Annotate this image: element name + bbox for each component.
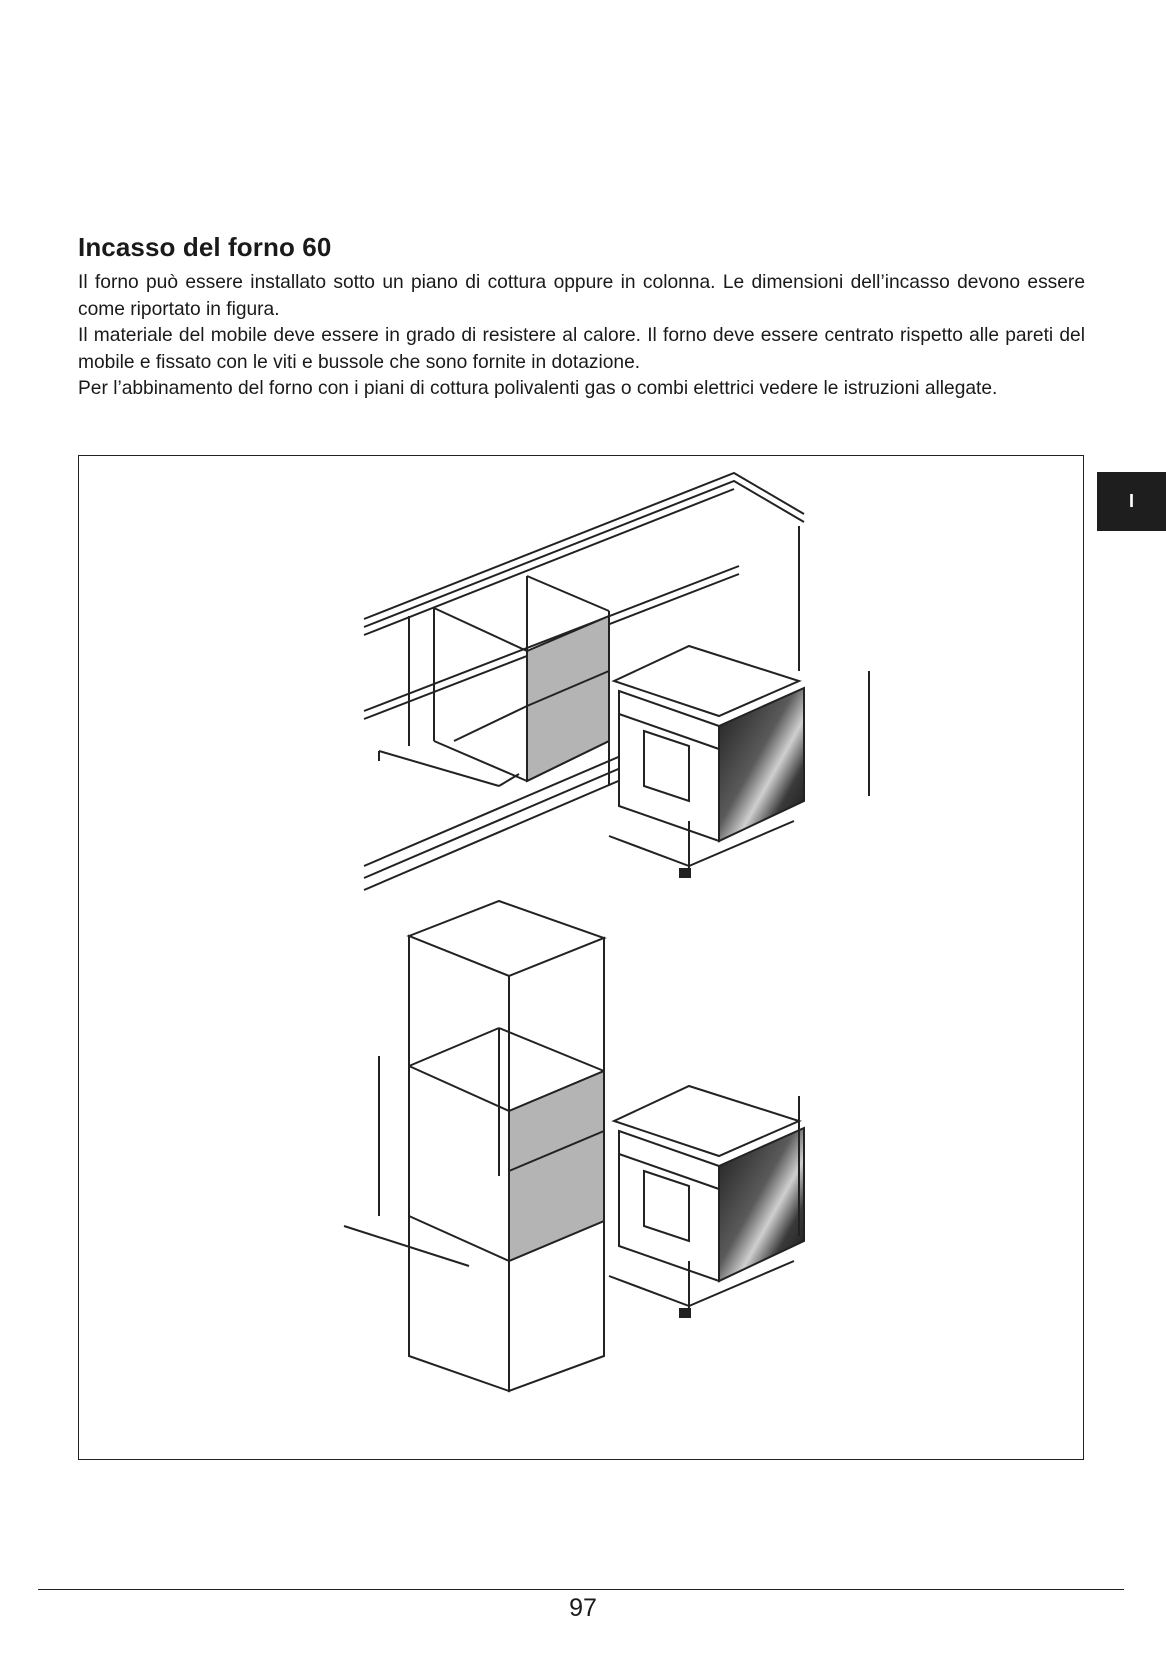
paragraph-3: Per l’abbinamento del forno con i piani di cottura polivalenti gas o combi elettrici vedere le istruzioni allegate.	[78, 378, 998, 399]
page-number: 97	[569, 1594, 597, 1622]
section-title: Incasso del forno 60	[78, 232, 332, 262]
oven-installation-diagram-icon	[79, 456, 1083, 1459]
language-tab-label: I	[1128, 491, 1134, 511]
paragraph-1: Il forno può essere installato sotto un piano di cottura oppure in colonna. Le dimensioni dell’incasso devono essere come riportato in figura.	[78, 272, 1085, 320]
installation-figure	[78, 455, 1084, 1460]
language-tab	[1097, 472, 1166, 531]
paragraph-2: Il materiale del mobile deve essere in grado di resistere al calore. Il forno deve essere centrato rispetto alle pareti del mobile e fissato con le viti e bussole che sono fornite in dotazione.	[78, 325, 1085, 373]
section-body	[78, 270, 1085, 403]
footer-divider	[38, 1589, 1124, 1590]
